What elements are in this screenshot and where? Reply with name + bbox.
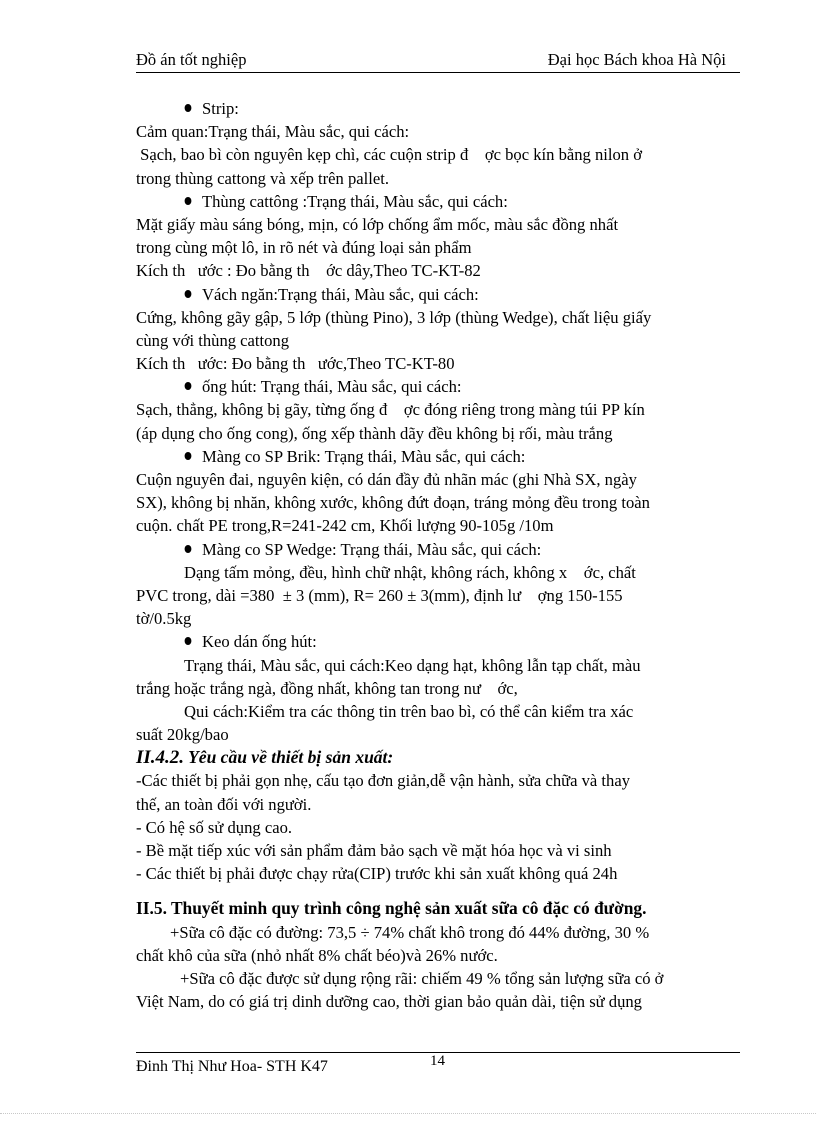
text-line: Cuộn nguyên đai, nguyên kiện, có dán đầy đủ nhãn mác (ghi Nhà SX, ngày — [136, 470, 637, 489]
text-line: Kích th ước : Đo bằng th ớc dây,Theo TC-KT-82 — [136, 261, 481, 281]
spacer — [136, 885, 740, 897]
text-line: (áp dụng cho ống cong), ống xếp thành dãy đều không bị rối, màu trắng — [136, 423, 613, 443]
text-line: Cứng, không gãy gập, 5 lớp (thùng Pino), 3 lớp (thùng Wedge), chất liệu giấy — [136, 307, 652, 327]
header-right-institution: Đại học Bách khoa Hà Nội — [547, 50, 726, 69]
text-line: Cảm quan:Trạng thái, Màu sắc, qui cách: — [136, 122, 410, 142]
text-line: tờ/0.5kg — [136, 609, 192, 629]
text-line: +Sữa cô đặc được sử dụng rộng rãi: chiếm 49 % tổng sản lượng sữa có ở — [180, 968, 664, 988]
bullet-icon — [185, 545, 192, 553]
text-line: trong cùng một lô, in rõ nét và đúng loại sản phẩm — [136, 238, 472, 258]
bullet-icon — [185, 637, 192, 645]
text-line: Qui cách:Kiểm tra các thông tin trên bao bì, có thể cân kiểm tra xác — [184, 701, 634, 721]
text-line: thế, an toàn đối với người. — [136, 794, 312, 814]
header-left-title: Đồ án tốt nghiệp — [136, 50, 247, 69]
text-line: Trạng thái, Màu sắc, qui cách:Keo dạng hạt, không lẫn tạp chất, màu — [184, 655, 641, 675]
bullet-icon — [185, 290, 192, 298]
text-line: Sạch, bao bì còn nguyên kẹp chì, các cuộn strip đ ợc bọc kín bằng nilon ở — [136, 145, 643, 165]
bullet-mang-co-brik: Màng co SP Brik: Trạng thái, Màu sắc, qui cách: — [136, 445, 740, 468]
text-line: - Các thiết bị phải được chạy rửa(CIP) trước khi sản xuất không quá 24h — [136, 864, 618, 884]
bullet-icon — [185, 452, 192, 460]
bullet-keo-dan: Keo dán ống hút: — [136, 630, 740, 653]
bullet-mang-co-wedge: Màng co SP Wedge: Trạng thái, Màu sắc, qui cách: — [136, 538, 740, 561]
page-header — [136, 50, 740, 72]
body-text — [136, 97, 740, 1013]
text-line: suất 20kg/bao — [136, 725, 229, 745]
text-line: Sạch, thẳng, không bị gãy, từng ống đ ợc đóng riêng trong màng túi PP kín — [136, 400, 645, 420]
page-bottom-dotted-border — [0, 1113, 816, 1114]
bullet-strip: Strip: — [136, 97, 740, 120]
text-line: cùng với thùng cattong — [136, 330, 290, 350]
text-line: +Sữa cô đặc có đường: 73,5 ÷ 74% chất khô trong đó 44% đường, 30 % — [170, 922, 650, 942]
section-heading-2-4-2: II.4.2. Yêu cầu về thiết bị sản xuất: — [136, 747, 394, 769]
text-line: SX), không bị nhăn, không xước, không đứt đoạn, tráng mỏng đều trong toàn — [136, 493, 650, 513]
text-line: PVC trong, dài =380 ± 3 (mm), R= 260 ± 3(mm), định lư ợng 150-155 — [136, 585, 623, 605]
text-line: Mặt giấy màu sáng bóng, mịn, có lớp chống ẩm mốc, màu sắc đồng nhất — [136, 214, 619, 234]
text-line: -Các thiết bị phải gọn nhẹ, cấu tạo đơn giản,dễ vận hành, sửa chữa và thay — [136, 771, 630, 791]
header-rule — [136, 72, 740, 73]
bullet-icon — [185, 197, 192, 205]
text-line: - Có hệ số sử dụng cao. — [136, 817, 293, 837]
bullet-icon — [185, 104, 192, 112]
text-line: Dạng tấm mỏng, đều, hình chữ nhật, không rách, không x ớc, chất — [184, 562, 636, 582]
text-line: cuộn. chất PE trong,R=241-242 cm, Khối lượng 90-105g /10m — [136, 516, 554, 536]
footer-author: Đinh Thị Như Hoa- STH K47 — [136, 1058, 328, 1075]
text-line: trắng hoặc trắng ngà, đồng nhất, không tan trong nư ớc, — [136, 678, 518, 698]
text-line: trong thùng cattong và xếp trên pallet. — [136, 168, 389, 188]
page-number: 14 — [430, 1053, 445, 1069]
bullet-icon — [185, 382, 192, 390]
text-line: chất khô của sữa (nhỏ nhất 8% chất béo)và 26% nước. — [136, 945, 498, 965]
section-heading-2-5: II.5. Thuyết minh quy trình công nghệ sản xuất sữa cô đặc có đường. — [136, 898, 647, 919]
text-line: Việt Nam, do có giá trị dinh dưỡng cao, thời gian bảo quản dài, tiện sử dụng — [136, 992, 642, 1012]
bullet-ong-hut: ống hút: Trạng thái, Màu sắc, qui cách: — [136, 375, 740, 398]
text-line: Kích th ước: Đo bằng th ước,Theo TC-KT-80 — [136, 354, 455, 374]
bullet-thung-cattong: Thùng cattông :Trạng thái, Màu sắc, qui cách: — [136, 190, 740, 213]
bullet-vach-ngan: Vách ngăn:Trạng thái, Màu sắc, qui cách: — [136, 283, 740, 306]
text-line: - Bề mặt tiếp xúc với sản phẩm đảm bảo sạch về mặt hóa học và vi sinh — [136, 841, 612, 860]
